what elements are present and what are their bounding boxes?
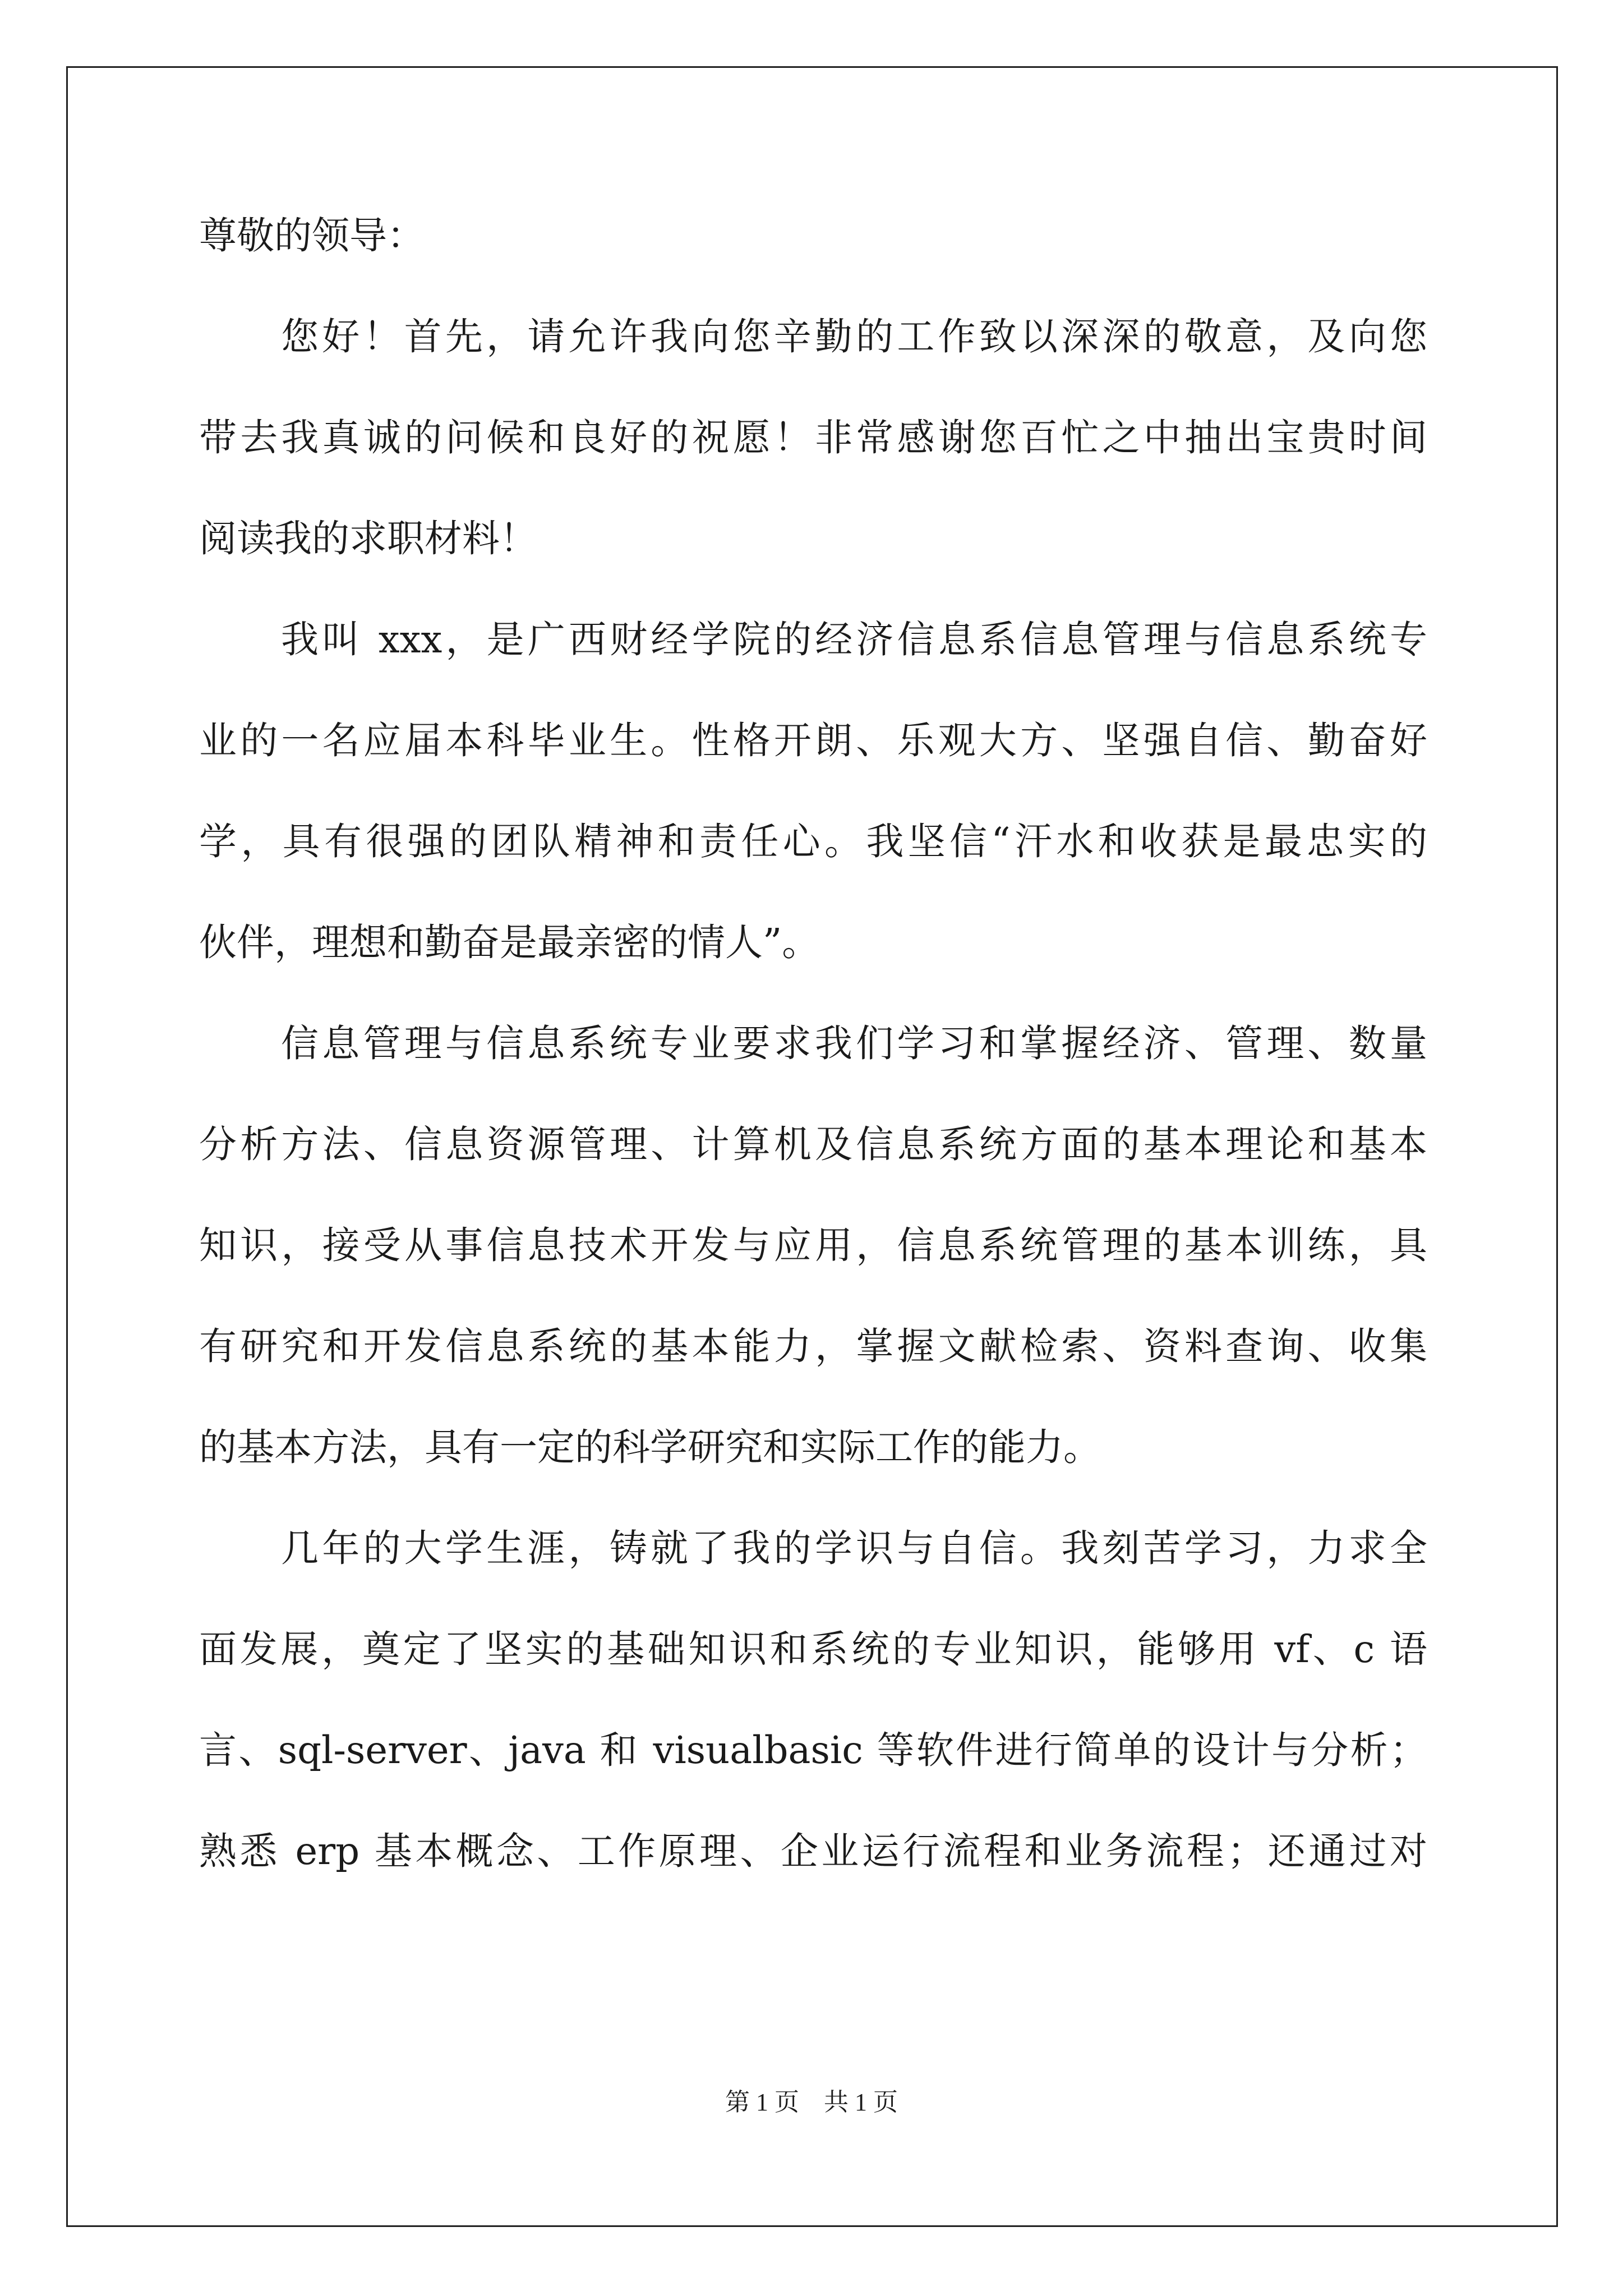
page-number: 第 1 页 (725, 2088, 799, 2116)
text-line: 我叫 xxx，是广西财经学院的经济信息系信息管理与信息系统专 (281, 618, 1427, 661)
text-line: 分析方法、信息资源管理、计算机及信息系统方面的基本理论和基本 (199, 1122, 1427, 1166)
text-line: 学，具有很强的团队精神和责任心。我坚信“汗水和收获是最忠实的 (199, 820, 1427, 863)
text-line: 伙伴，理想和勤奋是最亲密的情人”。 (199, 921, 820, 964)
text-line: 带去我真诚的问候和良好的祝愿！非常感谢您百忙之中抽出宝贵时间 (199, 416, 1427, 459)
text-line: 面发展，奠定了坚实的基础知识和系统的专业知识，能够用 vf、c 语 (199, 1627, 1427, 1671)
text-line: 有研究和开发信息系统的基本能力，掌握文献检索、资料查询、收集 (199, 1324, 1427, 1368)
text-line: 您好！首先，请允许我向您辛勤的工作致以深深的敬意，及向您 (281, 315, 1427, 358)
text-line: 业的一名应届本科毕业生。性格开朗、乐观大方、坚强自信、勤奋好 (199, 719, 1427, 762)
text-line: 尊敬的领导： (199, 214, 425, 257)
text-line: 知识，接受从事信息技术开发与应用，信息系统管理的基本训练，具 (199, 1223, 1427, 1267)
page-footer (0, 2086, 1623, 2119)
text-line: 言、sql-server、java 和 visualbasic 等软件进行简单的设计与分析； (199, 1728, 1427, 1772)
document-body (199, 185, 1427, 1902)
text-line: 的基本方法，具有一定的科学研究和实际工作的能力。 (199, 1425, 1101, 1469)
text-line: 信息管理与信息系统专业要求我们学习和掌握经济、管理、数量 (281, 1022, 1427, 1065)
text-line: 阅读我的求职材料！ (199, 517, 537, 560)
text-line: 几年的大学生涯，铸就了我的学识与自信。我刻苦学习，力求全 (281, 1526, 1427, 1570)
text-line: 熟悉 erp 基本概念、工作原理、企业运行流程和业务流程；还通过对 (199, 1829, 1427, 1873)
page-total: 共 1 页 (824, 2088, 898, 2116)
